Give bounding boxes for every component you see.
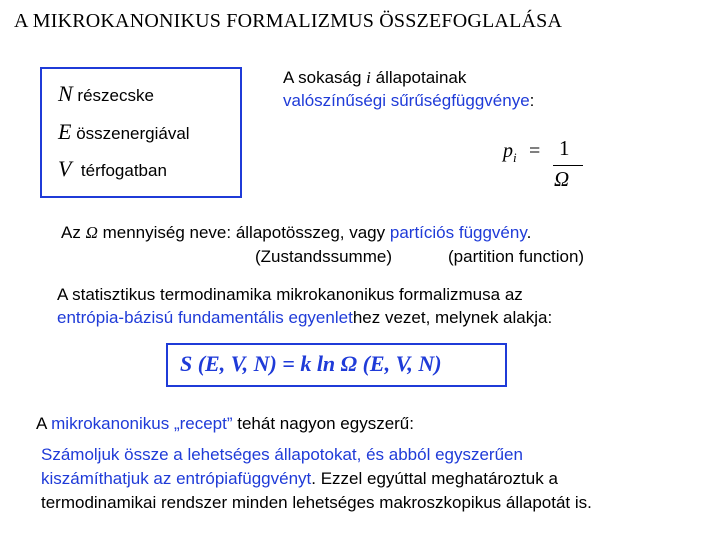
partition-function-term: partíciós függvény: [389, 223, 527, 242]
description-line-1: [283, 66, 534, 89]
paragraph-2-line-3: [41, 467, 558, 490]
german-term: (Zustandssumme): [255, 247, 392, 266]
density-function-term: valószínűségi sűrűségfüggvénye: [283, 91, 530, 110]
label-volume: térfogatban: [80, 161, 167, 180]
paragraph-2-line-4: termodinamikai rendszer minden lehetséges makroszkopikus állapotát is.: [41, 493, 592, 512]
description-text: A sokaság: [283, 68, 367, 87]
symbol-n: N: [58, 81, 73, 106]
symbol-e: E: [58, 119, 72, 144]
recipe-post: tehát nagyon egyszerű:: [232, 414, 414, 433]
omega-mid: mennyiség neve: állapotösszeg, vagy: [97, 223, 390, 242]
omega-pre: Az: [61, 223, 86, 242]
box-line-e: [58, 119, 190, 145]
entropy-equation: S (E, V, N) = k ln Ω (E, V, N): [180, 351, 442, 376]
probability-formula: [503, 136, 570, 191]
description: [283, 66, 534, 112]
description-line-2: [283, 89, 534, 112]
paragraph-2-line-2: Számoljuk össze a lehetséges állapotokat, és abból egyszerűen: [41, 445, 523, 464]
paragraph-2-line-3-rest: . Ezzel egyúttal meghatároztuk a: [311, 469, 558, 488]
paragraph-1-line-2: [57, 306, 552, 329]
symbol-i: i: [366, 68, 371, 87]
paragraph-2-line-1: [36, 412, 414, 435]
label-energy: összenergiával: [76, 124, 190, 143]
formula-equals: =: [529, 140, 541, 162]
fundamental-equation-term: entrópia-bázisú fundamentális egyenlet: [57, 308, 353, 327]
fraction-bar: [553, 165, 583, 166]
system-box: [40, 67, 242, 198]
english-term: (partition function): [448, 247, 585, 266]
omega-end: .: [526, 223, 532, 242]
page-title: A MIKROKANONIKUS FORMALIZMUS ÖSSZEFOGLALÁSA: [14, 10, 563, 32]
formula-denominator-omega: Ω: [554, 167, 570, 191]
omega-symbol: Ω: [85, 223, 98, 242]
entropy-equation-box: [166, 343, 507, 387]
recipe-pre: A: [36, 414, 52, 433]
paragraph-1-line-2-rest: hez vezet, melynek alakja:: [352, 308, 553, 327]
paragraph-1-line-1: A statisztikus termodinamika mikrokanonikus formalizmusa az: [57, 285, 523, 304]
colon: :: [529, 91, 535, 110]
formula-numerator: 1: [559, 136, 570, 160]
box-line-v: [58, 156, 167, 182]
recipe-term: mikrokanonikus „recept”: [51, 414, 233, 433]
box-line-n: [58, 81, 154, 107]
formula-p: p: [503, 140, 513, 162]
formula-subscript-i: i: [513, 150, 517, 165]
omega-sentence: [61, 221, 531, 244]
entropy-function-term: kiszámíthatjuk az entrópiafüggvényt: [41, 469, 312, 488]
label-particles: részecske: [77, 86, 154, 105]
description-text-post: állapotainak: [370, 68, 467, 87]
symbol-v: V: [58, 156, 72, 181]
